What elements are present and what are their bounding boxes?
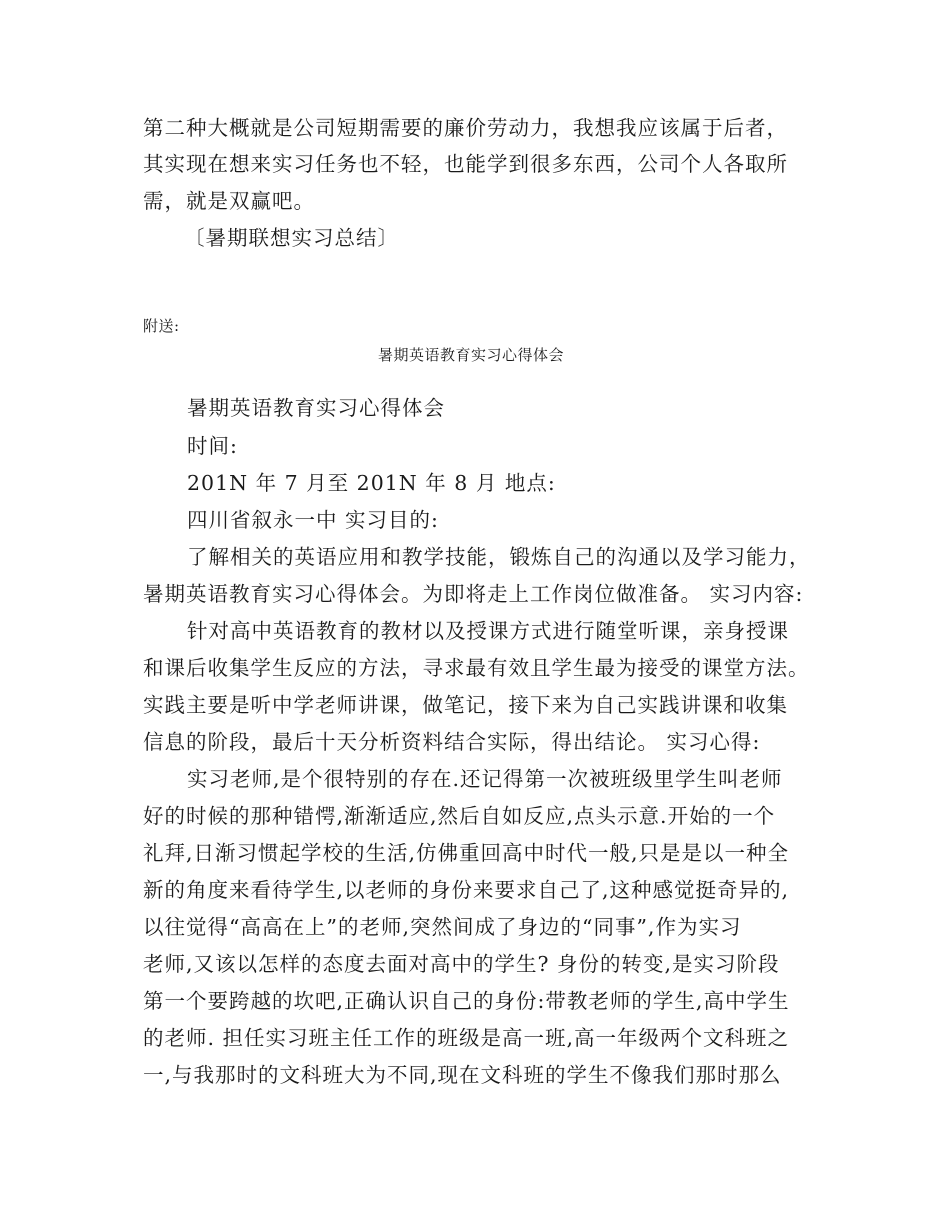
appendix-label: 附送: — [143, 317, 180, 335]
experience-line: 实习老师,是个很特别的存在.还记得第一次被班级里学生叫老师 — [187, 767, 783, 791]
place-purpose-line: 四川省叙永一中 实习目的: — [187, 508, 439, 532]
purpose-line: 了解相关的英语应用和教学技能，锻炼自己的沟通以及学习能力， — [187, 545, 811, 569]
content-line: 和课后收集学生反应的方法，寻求最有效且学生最为接受的课堂方法。 — [143, 656, 810, 680]
intro-line: 第二种大概就是公司短期需要的廉价劳动力，我想我应该属于后者， — [143, 116, 788, 140]
content-line: 针对高中英语教育的教材以及授课方式进行随堂听课，亲身授课 — [187, 619, 789, 643]
content-line: 实践主要是听中学老师讲课，做笔记，接下来为自己实践讲课和收集 — [143, 693, 788, 717]
experience-line: 第一个要跨越的坎吧,正确认识自己的身份:带教老师的学生,高中学生 — [143, 989, 790, 1013]
experience-line: 以往觉得“高高在上”的老师,突然间成了身边的“同事”,作为实习 — [143, 915, 742, 939]
experience-line: 老师,又该以怎样的态度去面对高中的学生? 身份的转变,是实习阶段 — [143, 952, 780, 976]
intro-line: 需，就是双赢吧。 — [143, 189, 315, 213]
article-heading: 暑期英语教育实习心得体会 — [187, 396, 445, 420]
experience-line: 好的时候的那种错愕,渐渐适应,然后自如反应,点头示意.开始的一个 — [143, 804, 776, 828]
experience-line: 的老师. 担任实习班主任工作的班级是高一班,高一年级两个文科班之 — [143, 1026, 790, 1050]
time-label: 时间: — [187, 434, 238, 458]
time-place-line: 201N 年 7 月至 201N 年 8 月 地点: — [187, 471, 556, 495]
experience-line: 一,与我那时的文科班大为不同,现在文科班的学生不像我们那时那么 — [143, 1063, 782, 1087]
appendix-title: 暑期英语教育实习心得体会 — [378, 346, 565, 364]
experience-line: 礼拜,日渐习惯起学校的生活,仿佛重回高中时代一般,只是是以一种全 — [143, 841, 790, 865]
experience-line: 新的角度来看待学生,以老师的身份来要求自己了,这种感觉挺奇异的, — [143, 878, 790, 902]
intro-line: 其实现在想来实习任务也不轻，也能学到很多东西，公司个人各取所 — [143, 152, 788, 176]
purpose-line: 暑期英语教育实习心得体会。为即将走上工作岗位做准备。 实习内容: — [143, 582, 804, 606]
content-line: 信息的阶段，最后十天分析资料结合实际，得出结论。 实习心得: — [143, 730, 761, 754]
source-note: 〔暑期联想实习总结〕 — [184, 226, 399, 250]
